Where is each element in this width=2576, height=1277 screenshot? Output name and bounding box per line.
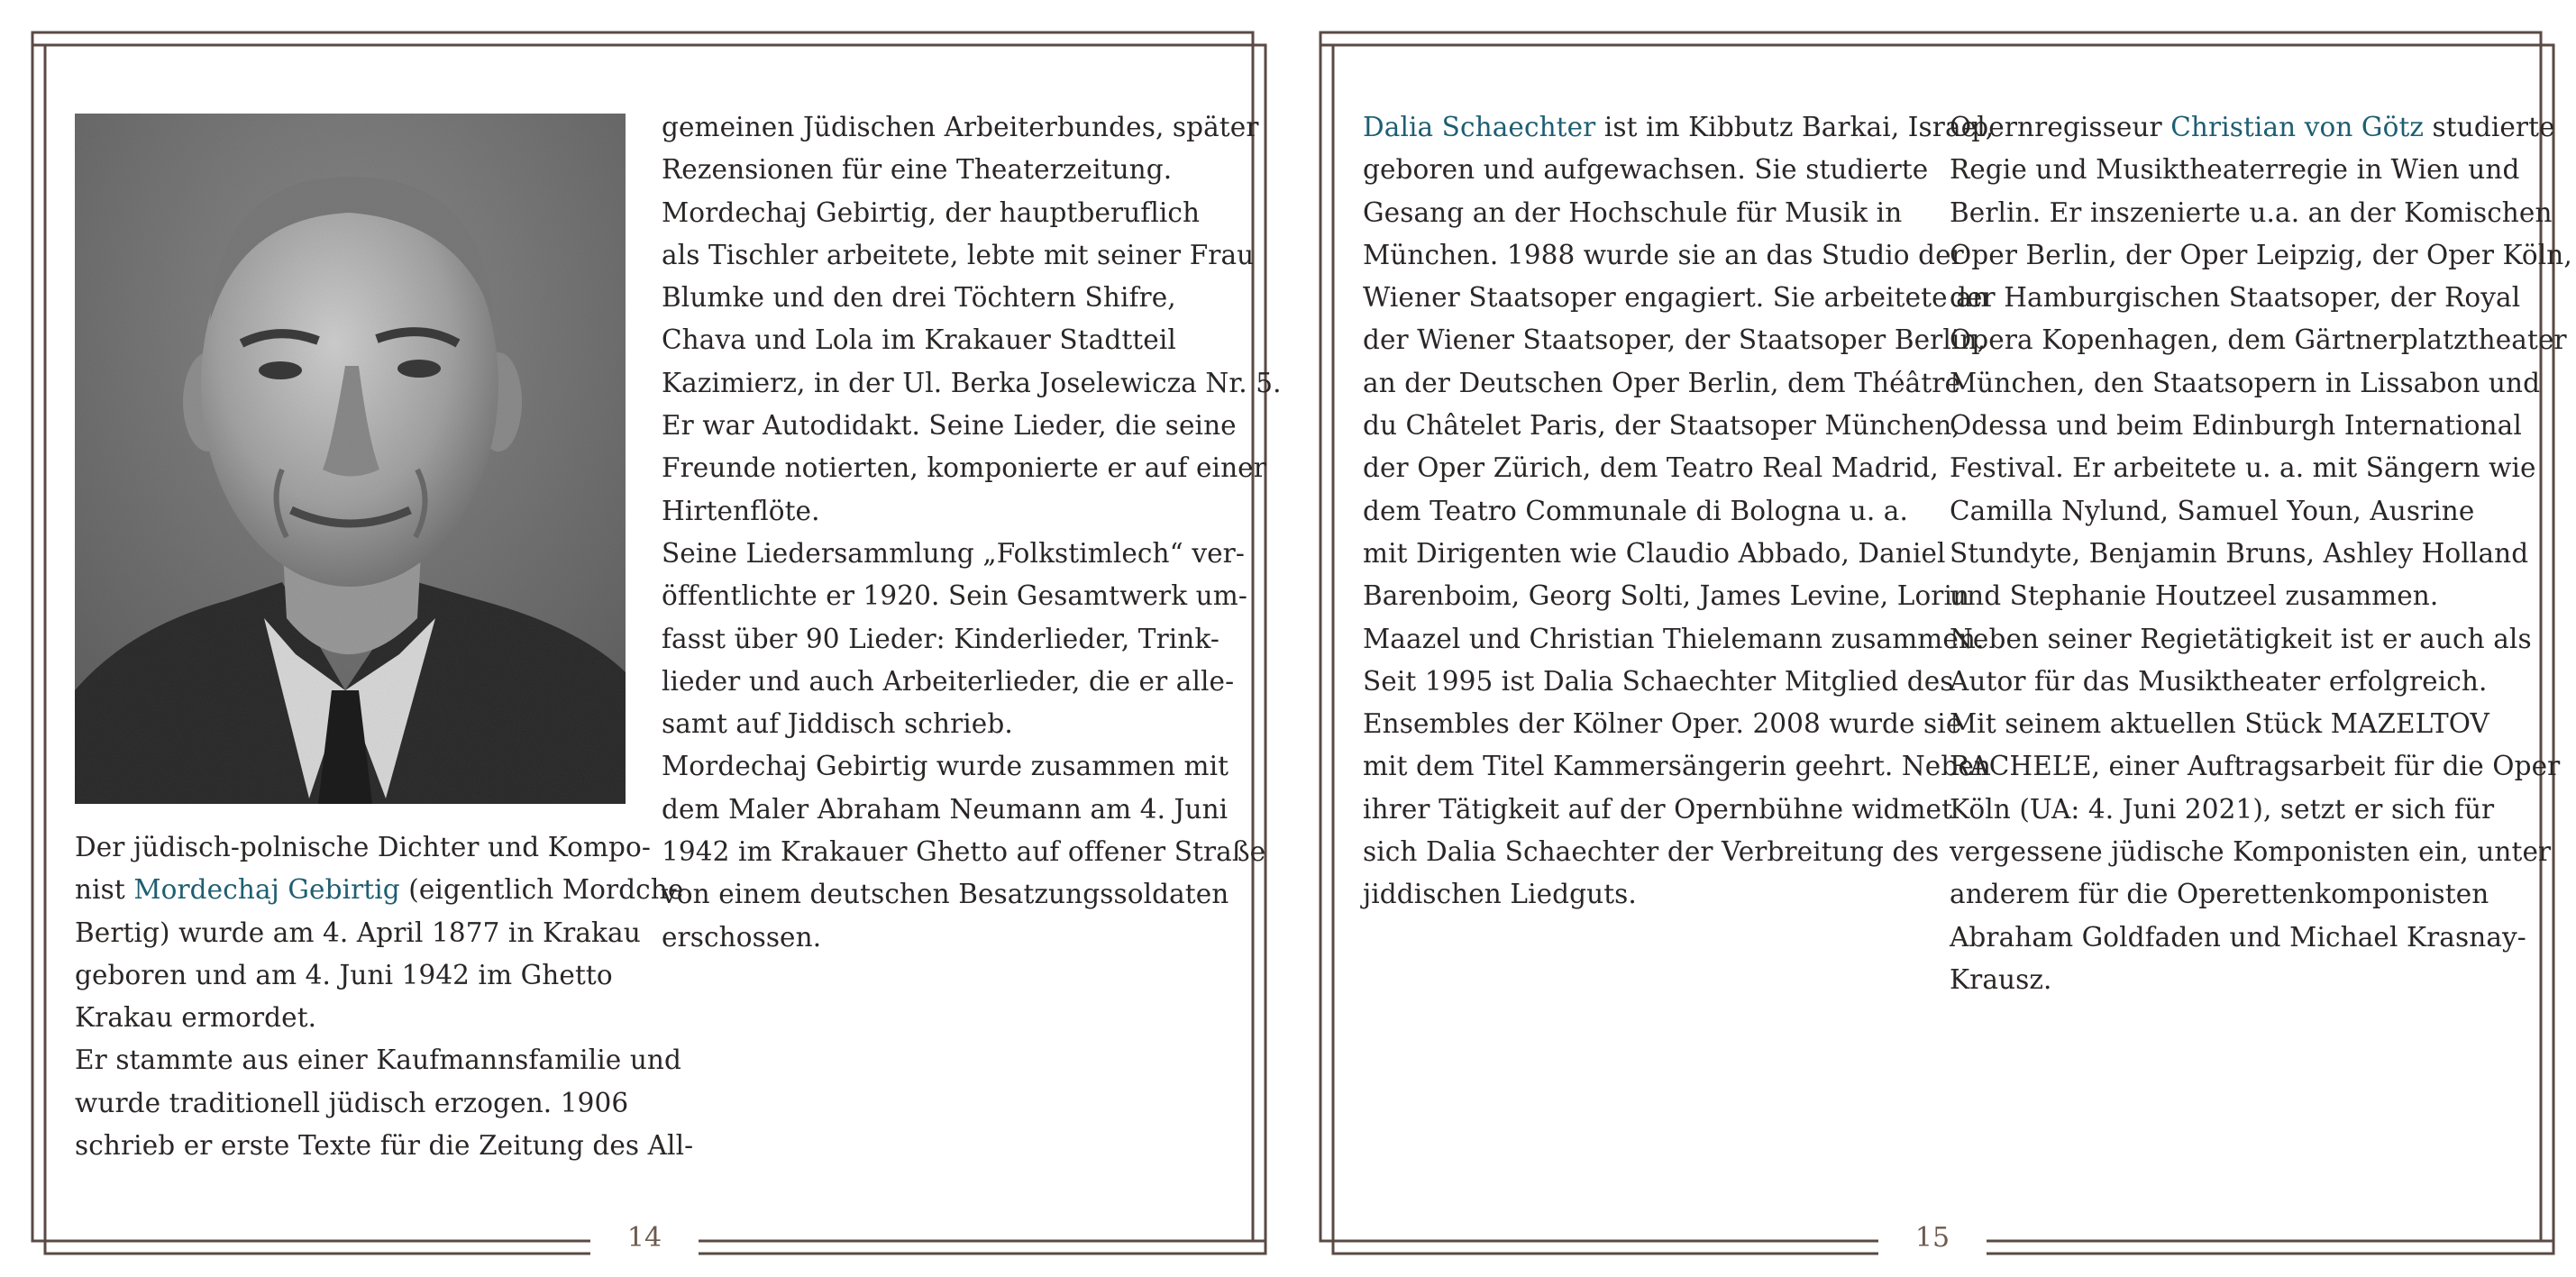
text-fragment: Seine Liedersammlung „Folkstimlech“ ver- — [662, 537, 1245, 569]
text-line — [1950, 447, 2572, 489]
text-line — [1363, 490, 1994, 533]
text-line — [1950, 618, 2572, 661]
text-fragment: Kazimierz, in der Ul. Berka Joselewicza Nr. 5. — [662, 367, 1282, 398]
text-line — [662, 490, 1282, 533]
text-fragment: Opernregisseur — [1950, 112, 2171, 142]
text-fragment: Köln (UA: 4. Juni 2021), setzt er sich für — [1950, 793, 2495, 825]
text-fragment: Barenboim, Georg Solti, James Levine, Lorin — [1363, 580, 1970, 612]
text-line — [662, 745, 1282, 788]
text-line — [1363, 149, 1994, 191]
text-line — [1950, 703, 2572, 745]
text-line — [1950, 575, 2572, 617]
text-fragment: Hirtenflöte. — [662, 495, 820, 526]
text-line — [662, 192, 1282, 234]
text-line — [1363, 745, 1994, 788]
text-line — [75, 1082, 693, 1125]
text-fragment: Gesang an der Hochschule für Musik in — [1363, 196, 1903, 228]
text-line — [1950, 745, 2572, 788]
highlighted-name: Dalia Schaechter — [1363, 112, 1596, 142]
text-fragment: 1942 im Krakauer Ghetto auf offener Straße — [662, 836, 1266, 868]
text-fragment: Maazel und Christian Thielemann zusammen. — [1363, 623, 1985, 654]
text-line — [1950, 405, 2572, 447]
text-fragment: an der Deutschen Oper Berlin, dem Théâtre — [1363, 367, 1961, 398]
text-line — [75, 869, 693, 911]
text-line — [662, 447, 1282, 489]
text-fragment: ihrer Tätigkeit auf der Opernbühne widmet — [1363, 793, 1953, 825]
text-line — [1950, 192, 2572, 234]
text-line — [1950, 277, 2572, 319]
text-line — [662, 319, 1282, 361]
text-fragment: (eigentlich Mordche — [399, 874, 684, 906]
text-fragment: ist im Kibbutz Barkai, Israel, — [1595, 112, 1995, 142]
text-line — [1950, 959, 2572, 1001]
text-line — [1950, 533, 2572, 575]
right-page-left-column — [1363, 106, 1994, 917]
text-line — [662, 831, 1282, 873]
text-fragment: Neben seiner Regietätigkeit ist er auch als — [1950, 623, 2532, 654]
text-line — [1950, 490, 2572, 533]
text-line — [1950, 362, 2572, 405]
text-line — [662, 661, 1282, 703]
text-fragment: geboren und am 4. Juni 1942 im Ghetto — [75, 959, 613, 990]
text-line — [1363, 277, 1994, 319]
text-fragment: Mit seinem aktuellen Stück MAZELTOV — [1950, 708, 2489, 740]
text-line — [1363, 405, 1994, 447]
text-line — [1363, 618, 1994, 661]
text-fragment: RACHEL’E, einer Auftragsarbeit für die Oper — [1950, 751, 2561, 782]
text-fragment: dem Maler Abraham Neumann am 4. Juni — [662, 793, 1229, 825]
highlighted-name: Mordechaj Gebirtig — [133, 874, 400, 906]
text-fragment: Wiener Staatsoper engagiert. Sie arbeitete an — [1363, 282, 1989, 314]
text-line — [1950, 234, 2572, 277]
text-line — [1363, 831, 1994, 873]
text-line — [75, 997, 693, 1039]
text-fragment: Der jüdisch-polnische Dichter und Kompo- — [75, 832, 651, 862]
text-fragment: erschossen. — [662, 921, 822, 953]
text-line — [1950, 831, 2572, 873]
right-page-right-column — [1950, 106, 2572, 1001]
text-line — [1950, 661, 2572, 703]
text-line — [1363, 533, 1994, 575]
text-line — [1950, 789, 2572, 831]
text-line — [662, 277, 1282, 319]
text-line — [1363, 575, 1994, 617]
text-fragment: Krakau ermordet. — [75, 1002, 317, 1034]
text-line — [1363, 106, 1994, 149]
text-fragment: München, den Staatsopern in Lissabon und — [1950, 367, 2541, 398]
text-fragment: samt auf Jiddisch schrieb. — [662, 708, 1013, 740]
text-fragment: anderem für die Operettenkomponisten — [1950, 879, 2489, 910]
text-fragment: geboren und aufgewachsen. Sie studierte — [1363, 154, 1929, 186]
text-fragment: Oper Berlin, der Oper Leipzig, der Oper Köln, — [1950, 239, 2572, 270]
text-fragment: studierte — [2424, 112, 2555, 142]
text-line — [662, 149, 1282, 191]
text-fragment: Krausz. — [1950, 963, 2052, 995]
left-page-right-column — [662, 106, 1282, 959]
text-line — [1363, 873, 1994, 916]
text-line — [1950, 917, 2572, 959]
text-line — [662, 618, 1282, 661]
text-fragment: München. 1988 wurde sie an das Studio der — [1363, 239, 1964, 270]
text-line — [1363, 447, 1994, 489]
text-line — [1363, 362, 1994, 405]
text-fragment: öffentlichte er 1920. Sein Gesamtwerk um- — [662, 580, 1247, 612]
text-fragment: Blumke und den drei Töchtern Shifre, — [662, 282, 1176, 314]
text-line — [662, 533, 1282, 575]
text-line — [662, 362, 1282, 405]
page-number: 15 — [1878, 1220, 1987, 1256]
text-line — [662, 873, 1282, 916]
text-fragment: Berlin. Er inszenierte u.a. an der Komischen — [1950, 196, 2553, 228]
text-fragment: Rezensionen für eine Theaterzeitung. — [662, 154, 1173, 186]
text-fragment: gemeinen Jüdischen Arbeiterbundes, später — [662, 112, 1259, 142]
text-fragment: Abraham Goldfaden und Michael Krasnay- — [1950, 921, 2526, 953]
text-fragment: Bertig) wurde am 4. April 1877 in Krakau — [75, 917, 641, 948]
text-fragment: fasst über 90 Lieder: Kinderlieder, Trink- — [662, 623, 1219, 654]
right-page — [1288, 0, 2576, 1277]
text-line — [1363, 234, 1994, 277]
text-line — [662, 789, 1282, 831]
text-fragment: und Stephanie Houtzeel zusammen. — [1950, 580, 2439, 612]
text-fragment: mit Dirigenten wie Claudio Abbado, Daniel — [1363, 537, 1946, 569]
text-line — [662, 917, 1282, 959]
text-line — [1363, 703, 1994, 745]
page-number: 14 — [590, 1220, 699, 1256]
text-fragment: mit dem Titel Kammersängerin geehrt. Neben — [1363, 751, 1992, 782]
text-fragment: Stundyte, Benjamin Bruns, Ashley Holland — [1950, 537, 2529, 569]
text-line — [662, 234, 1282, 277]
text-fragment: Mordechaj Gebirtig, der hauptberuflich — [662, 196, 1201, 228]
text-fragment: der Oper Zürich, dem Teatro Real Madrid, — [1363, 452, 1939, 484]
text-fragment: jiddischen Liedguts. — [1363, 879, 1637, 910]
text-fragment: Opera Kopenhagen, dem Gärtnerplatztheater — [1950, 324, 2567, 356]
text-fragment: Freunde notierten, komponierte er auf einer — [662, 452, 1266, 484]
text-line — [1363, 789, 1994, 831]
text-fragment: Er war Autodidakt. Seine Lieder, die seine — [662, 410, 1237, 442]
text-line — [75, 826, 693, 869]
text-fragment: lieder und auch Arbeiterlieder, die er alle- — [662, 665, 1235, 697]
text-line — [1950, 149, 2572, 191]
text-fragment: Mordechaj Gebirtig wurde zusammen mit — [662, 751, 1229, 782]
text-fragment: Er stammte aus einer Kaufmannsfamilie und — [75, 1044, 682, 1076]
text-fragment: der Hamburgischen Staatsoper, der Royal — [1950, 282, 2521, 314]
text-line — [1363, 661, 1994, 703]
text-line — [75, 912, 693, 954]
text-fragment: dem Teatro Communale di Bologna u. a. — [1363, 495, 1908, 526]
text-fragment: der Wiener Staatsoper, der Staatsoper Berlin, — [1363, 324, 1987, 356]
caption-column — [75, 826, 693, 1167]
text-fragment: Camilla Nylund, Samuel Youn, Ausrine — [1950, 495, 2475, 526]
text-line — [662, 106, 1282, 149]
text-line — [1363, 319, 1994, 361]
text-line — [75, 1125, 693, 1167]
text-fragment: wurde traditionell jüdisch erzogen. 1906 — [75, 1087, 629, 1118]
text-line — [662, 575, 1282, 617]
text-line — [1363, 192, 1994, 234]
text-line — [75, 1039, 693, 1081]
text-line — [1950, 319, 2572, 361]
text-fragment: du Châtelet Paris, der Staatsoper München, — [1363, 410, 1960, 442]
text-fragment: schrieb er erste Texte für die Zeitung des All- — [75, 1130, 694, 1162]
text-line — [662, 405, 1282, 447]
highlighted-name: Christian von Götz — [2170, 112, 2425, 142]
text-fragment: nist — [75, 874, 134, 906]
text-line — [1950, 106, 2572, 149]
text-line — [75, 954, 693, 997]
text-fragment: sich Dalia Schaechter der Verbreitung des — [1363, 836, 1940, 868]
text-fragment: Seit 1995 ist Dalia Schaechter Mitglied des — [1363, 665, 1954, 697]
text-fragment: vergessene jüdische Komponisten ein, unter — [1950, 836, 2552, 868]
text-fragment: Chava und Lola im Krakauer Stadtteil — [662, 324, 1176, 356]
text-line — [1950, 873, 2572, 916]
text-line — [662, 703, 1282, 745]
portrait-photo — [75, 114, 626, 804]
text-fragment: von einem deutschen Besatzungssoldaten — [662, 879, 1229, 910]
text-fragment: Festival. Er arbeitete u. a. mit Sängern wie — [1950, 452, 2536, 484]
text-fragment: Regie und Musiktheaterregie in Wien und — [1950, 154, 2520, 186]
text-fragment: Odessa und beim Edinburgh International — [1950, 410, 2522, 442]
text-fragment: Autor für das Musiktheater erfolgreich. — [1950, 665, 2488, 697]
text-fragment: Ensembles der Kölner Oper. 2008 wurde sie — [1363, 708, 1962, 740]
text-fragment: als Tischler arbeitete, lebte mit seiner Frau — [662, 239, 1255, 270]
